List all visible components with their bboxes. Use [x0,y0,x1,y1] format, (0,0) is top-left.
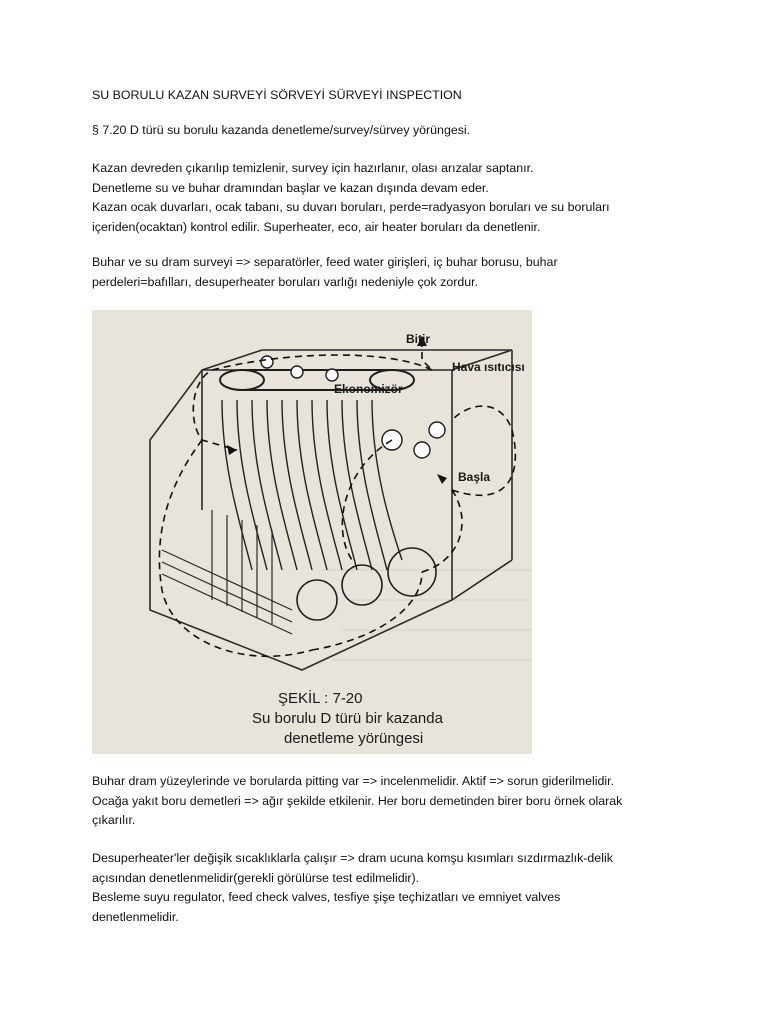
paragraph-line: § 7.20 D türü su borulu kazanda denetleme/survey/sürvey yörüngesi. [92,123,471,137]
heading-text: SU BORULU KAZAN SURVEYİ SÖRVEYİ SÜRVEYİ INSPECTION [92,88,462,102]
paragraph-line: çıkarılır. [92,813,136,827]
paragraph-line: perdeleri=bafılları, desuperheater boruları varlığı nedeniyle çok zordur. [92,274,479,289]
paragraph-line: Denetleme su ve buhar dramından başlar ve kazan dışında devam eder. [92,180,489,195]
paragraph-line: Kazan ocak duvarları, ocak tabanı, su duvarı boruları, perde=radyasyon boruları ve su boruları [92,200,610,214]
figure-label-bitir: Bitir [406,332,430,346]
section-paragraph [92,121,692,141]
inspection-paragraph [92,159,692,237]
desuperheater-paragraph [92,849,692,927]
paragraph-line: Buhar dram yüzeylerinde ve borularda pitting var => incelenmelidir. Aktif => sorun giderilmelidir. [92,774,615,788]
boiler-inspection-figure [92,310,532,754]
figure-caption-number: ŞEKİL : 7-20 [278,690,363,707]
paragraph-line: Kazan devreden çıkarılıp temizlenir, survey için hazırlanır, olası arızalar saptanır. [92,161,534,175]
document-heading [92,86,692,106]
paragraph-line: Buhar ve su dram surveyi => separatörler, feed water girişleri, iç buhar borusu, buhar [92,255,558,269]
figure-label-ekonomizor: Ekonomizör [334,382,403,396]
figure-label-hava-isiticisi: Hava ısıtıcısı [452,360,525,374]
boiler-drawing [92,310,532,754]
paragraph-line: Desuperheater'ler değişik sıcaklıklarla çalışır => dram ucuna komşu kısımları sızdırmazlık-delik [92,851,613,865]
figure-caption-line: denetleme yörüngesi [284,730,424,747]
paragraph-line: içeriden(ocaktan) kontrol edilir. Superheater, eco, air heater boruları da denetlenir. [92,219,541,234]
pitting-paragraph [92,772,692,831]
paragraph-line: Ocağa yakıt boru demetleri => ağır şekilde etkilenir. Her boru demetinden birer boru örnek olarak [92,793,623,808]
drum-survey-paragraph [92,253,692,292]
figure-label-basla: Başla [458,470,491,484]
paragraph-line: denetlenmelidir. [92,909,179,924]
figure-caption-line: Su borulu D türü bir kazanda [252,710,443,727]
paragraph-line: Besleme suyu regulator, feed check valves, tesfiye şişe teçhizatları ve emniyet valves [92,890,561,904]
paragraph-line: açısından denetlenmelidir(gerekli görülürse test edilmelidir). [92,870,420,885]
